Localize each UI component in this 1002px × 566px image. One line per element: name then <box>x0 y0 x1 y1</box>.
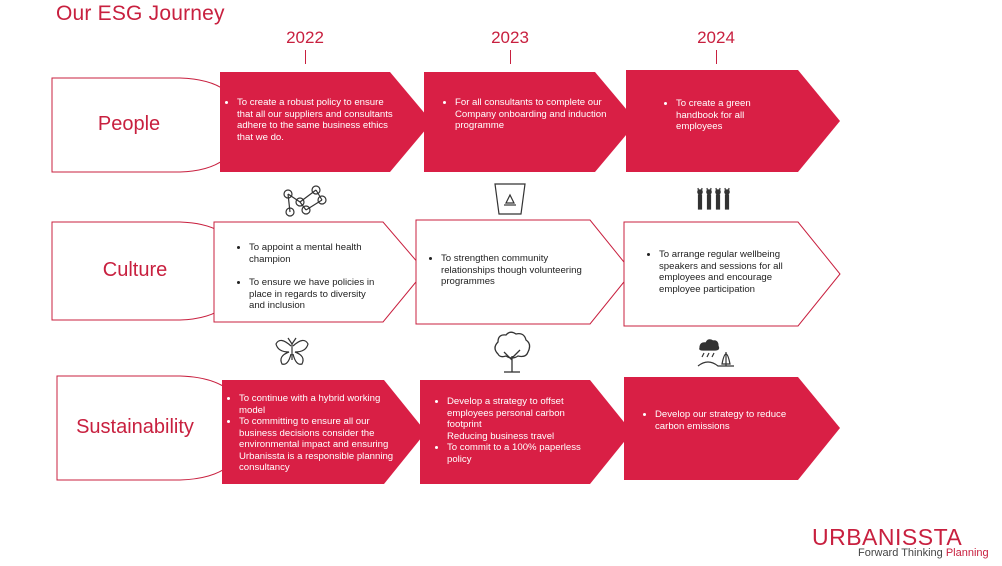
culture-2023-text <box>426 253 591 288</box>
tagline-highlight: Planning <box>945 547 989 559</box>
list-item: • To create a robust policy to ensure that all our suppliers and consultants adhere to the same business ethics that we do. <box>237 97 402 143</box>
people-2024-text <box>661 98 773 133</box>
culture-2024-text <box>644 249 799 295</box>
list-item: • Develop a strategy to offset employees personal carbon footprint <box>447 396 592 431</box>
culture-2022-text <box>234 242 384 312</box>
company-tagline <box>858 547 989 559</box>
list-item: • For all consultants to complete our Company onboarding and induction programme <box>455 97 610 132</box>
year-2024-label: 2024 <box>697 28 735 47</box>
list-item: • To commit to a 100% paperless policy <box>447 442 592 465</box>
list-item: • To committing to ensure all our business decisions consider the environmental impact and ensuring Urbanissta is a responsible planning consultancy <box>239 416 402 474</box>
people-2023-text <box>440 97 610 132</box>
list-item: • To continue with a hybrid working model <box>239 393 402 416</box>
butterfly-icon <box>276 338 308 364</box>
list-item: • To create a green handbook for all employees <box>676 98 773 133</box>
tagline-prefix: Forward Thinking <box>858 547 946 559</box>
sustainability-2023-text <box>432 396 592 465</box>
weather-landscape-icon <box>698 340 734 366</box>
people-2022-text <box>222 97 402 143</box>
raised-hands-people-icon <box>698 188 729 209</box>
sustainability-2024-text <box>640 409 812 432</box>
company-logo: URBANISSTA <box>812 524 963 550</box>
list-item: • To appoint a mental health champion <box>249 242 384 265</box>
list-item: • To strengthen community relationships though volunteering programmes <box>441 253 591 288</box>
row-label-people: People <box>97 113 161 135</box>
network-people-icon <box>284 186 326 216</box>
page-title: Our ESG Journey <box>56 2 225 25</box>
recycle-bin-icon <box>495 184 525 214</box>
row-label-sustainability: Sustainability <box>76 416 194 438</box>
tree-icon <box>495 332 530 372</box>
sustainability-2022-text <box>224 393 402 474</box>
list-item: • To ensure we have policies in place in regards to diversity and inclusion <box>249 277 384 312</box>
year-2022-label: 2022 <box>286 28 324 47</box>
list-item: • To arrange regular wellbeing speakers and sessions for all employees and encourage employee participation <box>659 249 799 295</box>
row-label-culture: Culture <box>102 259 168 281</box>
year-2023-label: 2023 <box>491 28 529 47</box>
list-item: Reducing business travel <box>447 430 555 442</box>
list-item: • Develop our strategy to reduce carbon emissions <box>655 409 812 432</box>
